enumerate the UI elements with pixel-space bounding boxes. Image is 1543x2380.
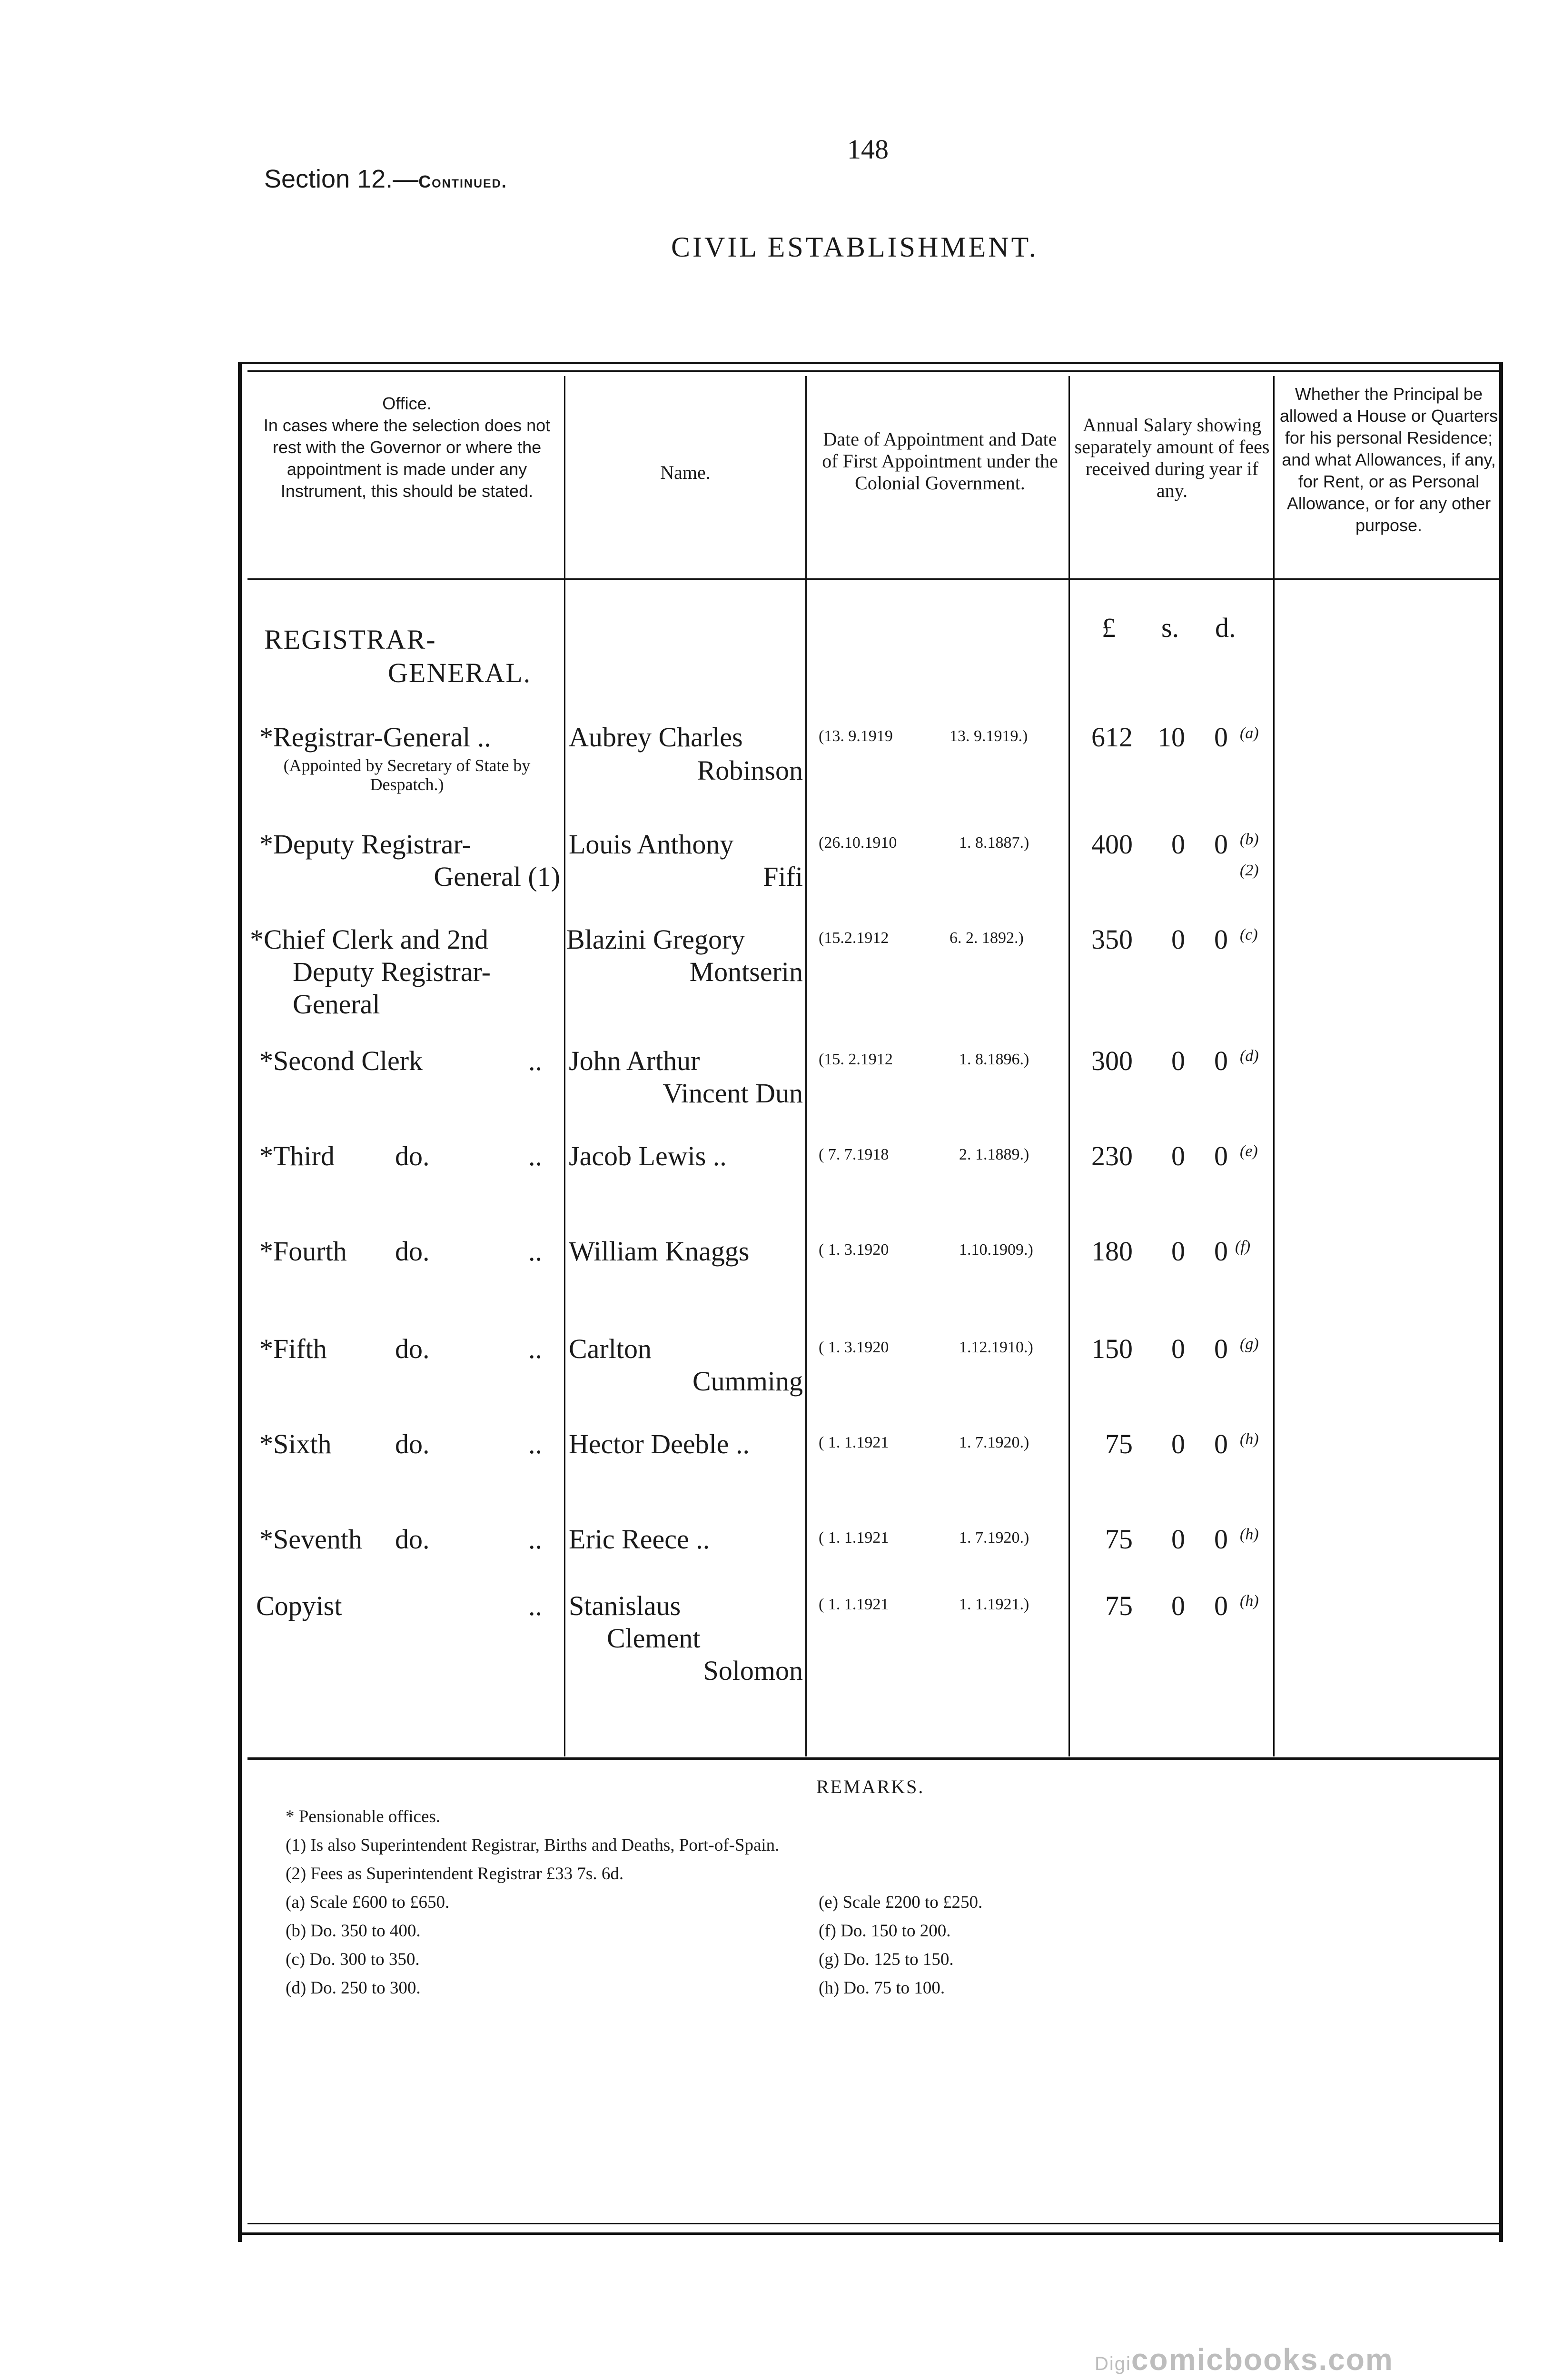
office-ditto: do. bbox=[395, 1140, 430, 1171]
name-cell: Louis Anthony bbox=[569, 829, 734, 860]
name-cell-line2: Fifi bbox=[763, 861, 803, 892]
salary-pounds: 400 bbox=[1091, 829, 1133, 860]
name-cell: William Knaggs bbox=[569, 1236, 750, 1267]
leader-dots: .. bbox=[528, 1428, 542, 1459]
header-quarters: Whether the Principal be allowed a House or Quarters for his personal Residence; and what Allowances, if any, for Rent, or as Personal Allowance, or for any other purpose. bbox=[1279, 384, 1498, 535]
office-cell-line2: General (1) bbox=[434, 861, 560, 892]
salary-pence: 0 bbox=[1214, 829, 1228, 860]
salary-shillings: 0 bbox=[1171, 1524, 1185, 1555]
scale-ref: (e) bbox=[1240, 1142, 1258, 1160]
appointment-date: ( 1. 1.1921 bbox=[819, 1596, 889, 1613]
appointment-date: ( 1. 3.1920 bbox=[819, 1241, 889, 1259]
first-appointment-date: 1. 1.1921.) bbox=[959, 1596, 1029, 1613]
salary-pounds: 75 bbox=[1105, 1524, 1133, 1555]
office-ditto: do. bbox=[395, 1236, 430, 1267]
leader-dots: .. bbox=[528, 1045, 542, 1076]
salary-pence: 0 bbox=[1214, 924, 1228, 955]
office-cell: *Chief Clerk and 2nd bbox=[250, 924, 488, 955]
salary-shillings: 0 bbox=[1171, 924, 1185, 955]
salary-shillings: 10 bbox=[1157, 722, 1185, 753]
office-cell: *Registrar-General .. bbox=[259, 722, 491, 753]
pence-header: d. bbox=[1215, 612, 1236, 643]
scale-ref: (h) bbox=[1240, 1526, 1259, 1543]
scale-ref: (h) bbox=[1240, 1430, 1259, 1448]
page-number: 148 bbox=[847, 134, 889, 165]
salary-pence: 0 bbox=[1214, 1428, 1228, 1459]
name-cell-line2: Clement bbox=[607, 1623, 701, 1654]
section-heading bbox=[264, 164, 507, 194]
name-cell: Stanislaus bbox=[569, 1590, 681, 1621]
leader-dots: .. bbox=[528, 1236, 542, 1267]
salary-pence: 0 bbox=[1214, 1590, 1228, 1621]
name-cell: Blazini Gregory bbox=[566, 924, 745, 955]
first-appointment-date: 1.10.1909.) bbox=[959, 1241, 1033, 1259]
watermark bbox=[1095, 2342, 1394, 2377]
leader-dots: .. bbox=[528, 1524, 542, 1555]
leader-dots: .. bbox=[528, 1590, 542, 1621]
scale-ref: (h) bbox=[1240, 1592, 1259, 1610]
first-appointment-date: 13. 9.1919.) bbox=[950, 727, 1028, 745]
remark-line: * Pensionable offices. bbox=[286, 1807, 441, 1826]
first-appointment-date: 1.12.1910.) bbox=[959, 1339, 1033, 1356]
salary-pence: 0 bbox=[1214, 722, 1228, 753]
salary-pence: 0 bbox=[1214, 1045, 1228, 1076]
scale-line: (e) Scale £200 to £250. bbox=[819, 1893, 983, 1912]
salary-pounds: 300 bbox=[1091, 1045, 1133, 1076]
office-cell-line3: General bbox=[293, 989, 380, 1020]
salary-pounds: 230 bbox=[1091, 1140, 1133, 1171]
remark-line: (2) Fees as Superintendent Registrar £33 7s. 6d. bbox=[286, 1864, 624, 1884]
section-label: Section 12.— bbox=[264, 165, 419, 193]
salary-pounds: 612 bbox=[1091, 722, 1133, 753]
appointment-date: ( 1. 1.1921 bbox=[819, 1529, 889, 1547]
name-cell: Jacob Lewis .. bbox=[569, 1140, 727, 1171]
leader-dots: .. bbox=[528, 1333, 542, 1364]
name-cell: Hector Deeble .. bbox=[569, 1428, 750, 1459]
scale-line: (h) Do. 75 to 100. bbox=[819, 1978, 945, 1998]
salary-shillings: 0 bbox=[1171, 1140, 1185, 1171]
office-cell: *Sixth bbox=[259, 1428, 332, 1459]
scale-ref: (a) bbox=[1240, 724, 1259, 742]
name-cell: Carlton bbox=[569, 1333, 652, 1364]
first-appointment-date: 1. 7.1920.) bbox=[959, 1529, 1029, 1547]
salary-pence: 0 bbox=[1214, 1524, 1228, 1555]
office-cell: *Second Clerk bbox=[259, 1045, 423, 1076]
appointment-date: ( 1. 1.1921 bbox=[819, 1434, 889, 1451]
office-cell: Copyist bbox=[256, 1590, 342, 1621]
scale-line: (b) Do. 350 to 400. bbox=[286, 1921, 421, 1941]
pounds-header: £ bbox=[1102, 612, 1116, 643]
salary-shillings: 0 bbox=[1171, 1333, 1185, 1364]
salary-pence: 0 bbox=[1214, 1333, 1228, 1364]
first-appointment-date: 2. 1.1889.) bbox=[959, 1146, 1029, 1163]
department-heading-line2: GENERAL. bbox=[388, 657, 532, 688]
salary-pounds: 180 bbox=[1091, 1236, 1133, 1267]
office-cell: *Fourth bbox=[259, 1236, 347, 1267]
scale-ref: (b) bbox=[1240, 831, 1259, 848]
salary-shillings: 0 bbox=[1171, 1590, 1185, 1621]
salary-pence: 0 bbox=[1214, 1140, 1228, 1171]
name-cell: Aubrey Charles bbox=[569, 722, 743, 753]
office-cell: *Fifth bbox=[259, 1333, 327, 1364]
salary-shillings: 0 bbox=[1171, 1236, 1185, 1267]
office-cell: *Third bbox=[259, 1140, 335, 1171]
page-title: CIVIL ESTABLISHMENT. bbox=[671, 231, 1039, 263]
header-salary: Annual Salary showing separately amount of fees received during year if any. bbox=[1074, 414, 1270, 501]
office-cell: *Seventh bbox=[259, 1524, 362, 1555]
department-heading-line1: REGISTRAR- bbox=[264, 624, 436, 655]
scale-line: (c) Do. 300 to 350. bbox=[286, 1950, 420, 1969]
shillings-header: s. bbox=[1161, 612, 1179, 643]
office-cell-line2: Deputy Registrar- bbox=[293, 956, 491, 987]
first-appointment-date: 1. 8.1896.) bbox=[959, 1051, 1029, 1068]
scale-ref: (f) bbox=[1235, 1238, 1251, 1255]
watermark-text: comicbooks.com bbox=[1131, 2342, 1394, 2377]
office-cell: *Deputy Registrar- bbox=[259, 829, 471, 860]
name-cell-line2: Robinson bbox=[697, 755, 803, 786]
name-cell: John Arthur bbox=[569, 1045, 700, 1076]
salary-pounds: 350 bbox=[1091, 924, 1133, 955]
scale-line: (a) Scale £600 to £650. bbox=[286, 1893, 450, 1912]
first-appointment-date: 6. 2. 1892.) bbox=[950, 929, 1024, 947]
salary-shillings: 0 bbox=[1171, 1428, 1185, 1459]
watermark-prefix: Digi bbox=[1095, 2353, 1131, 2374]
appointment-date: (15.2.1912 bbox=[819, 929, 889, 947]
salary-pounds: 150 bbox=[1091, 1333, 1133, 1364]
salary-pounds: 75 bbox=[1105, 1590, 1133, 1621]
header-office: Office. In cases where the selection does not rest with the Governor or where the appointment is made under any Instrument, this should be stated. bbox=[263, 394, 551, 501]
name-cell-line2: Cumming bbox=[692, 1366, 803, 1397]
first-appointment-date: 1. 8.1887.) bbox=[959, 834, 1029, 852]
scale-line: (d) Do. 250 to 300. bbox=[286, 1978, 421, 1998]
office-ditto: do. bbox=[395, 1333, 430, 1364]
header-date: Date of Appointment and Date of First Appointment under the Colonial Government. bbox=[822, 428, 1058, 494]
first-appointment-date: 1. 7.1920.) bbox=[959, 1434, 1029, 1451]
salary-shillings: 0 bbox=[1171, 829, 1185, 860]
section-continued: Continued. bbox=[418, 172, 507, 191]
leader-dots: .. bbox=[528, 1140, 542, 1171]
name-cell-line3: Solomon bbox=[703, 1655, 803, 1686]
name-cell-line2: Vincent Dun bbox=[663, 1078, 803, 1109]
appointment-date: (26.10.1910 bbox=[819, 834, 897, 852]
remarks-title: REMARKS. bbox=[816, 1776, 925, 1797]
salary-shillings: 0 bbox=[1171, 1045, 1185, 1076]
appointment-date: ( 1. 3.1920 bbox=[819, 1339, 889, 1356]
remark-line: (1) Is also Superintendent Registrar, Births and Deaths, Port-of-Spain. bbox=[286, 1835, 780, 1855]
office-ditto: do. bbox=[395, 1428, 430, 1459]
salary-pence: 0 bbox=[1214, 1236, 1228, 1267]
appointment-date: (15. 2.1912 bbox=[819, 1051, 893, 1068]
salary-pounds: 75 bbox=[1105, 1428, 1133, 1459]
header-name: Name. bbox=[660, 462, 711, 483]
scale-line: (f) Do. 150 to 200. bbox=[819, 1921, 951, 1941]
office-note: (Appointed by Secretary of State by Despatch.) bbox=[283, 756, 531, 794]
office-ditto: do. bbox=[395, 1524, 430, 1555]
appointment-date: ( 7. 7.1918 bbox=[819, 1146, 889, 1163]
name-cell: Eric Reece .. bbox=[569, 1524, 710, 1555]
remark-ref: (2) bbox=[1240, 862, 1259, 879]
name-cell-line2: Montserin bbox=[689, 956, 803, 987]
scale-ref: (c) bbox=[1240, 926, 1258, 943]
appointment-date: (13. 9.1919 bbox=[819, 727, 893, 745]
scale-ref: (g) bbox=[1240, 1335, 1259, 1353]
scale-line: (g) Do. 125 to 150. bbox=[819, 1950, 954, 1969]
scale-ref: (d) bbox=[1240, 1047, 1259, 1065]
